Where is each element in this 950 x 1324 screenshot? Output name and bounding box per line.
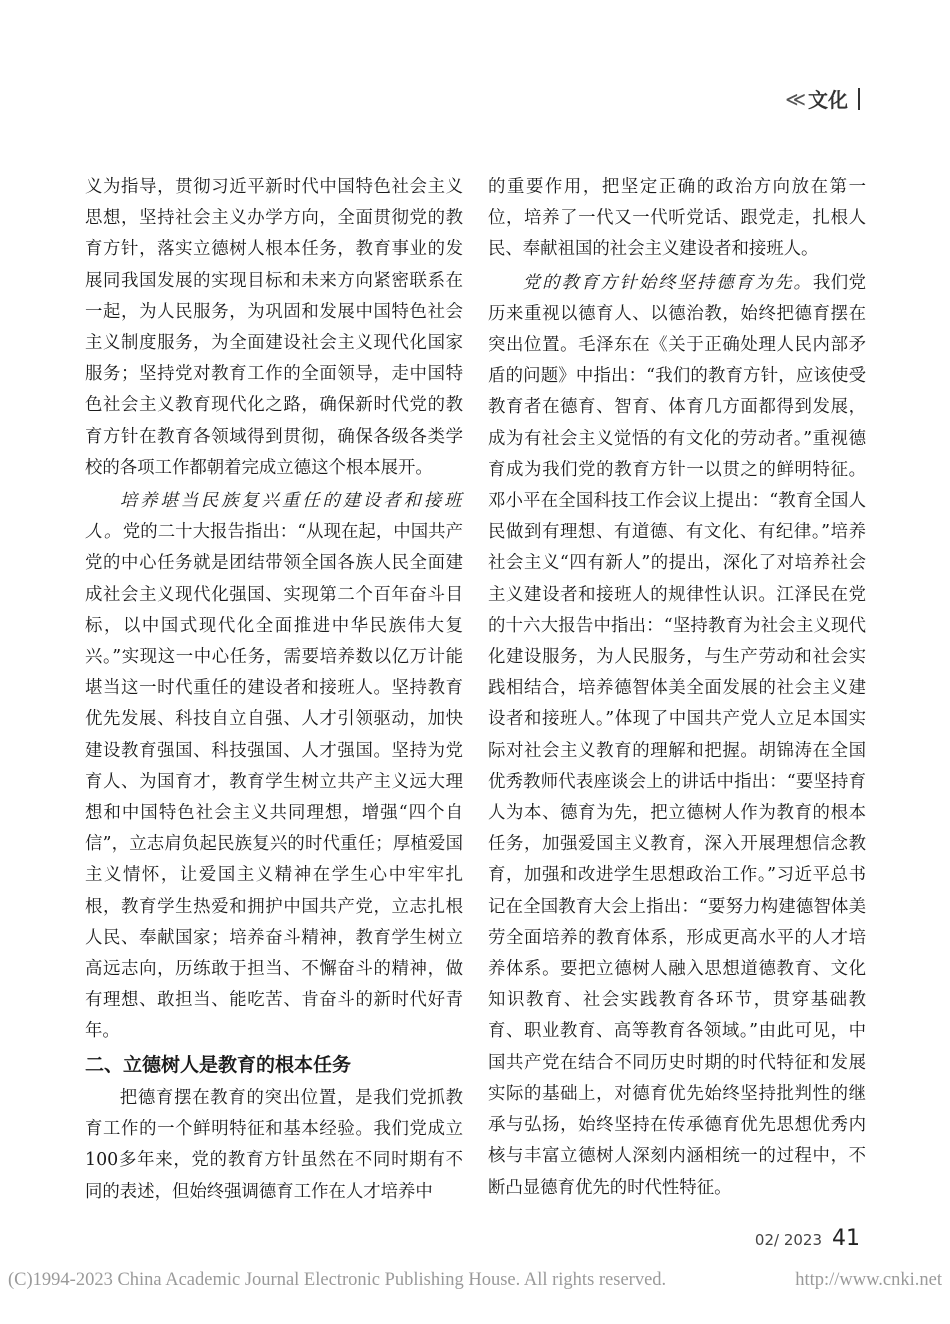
copyright-url[interactable]: http://www.cnki.net bbox=[795, 1270, 942, 1290]
paragraph bbox=[85, 486, 463, 1048]
copyright-text: (C)1994-2023 China Academic Journal Electronic Publishing House. All rights reserved. bbox=[8, 1270, 667, 1290]
paragraph-body: 党的二十大报告指出：“从现在起，中国共产党的中心任务就是团结带领全国各族人民全面建成社会主义现代化强国、实现第二个百年奋斗目标，以中国式现代化全面推进中华民族伟大复兴。”实现这一中心任务，需要培养数以亿万计能堪当这一时代重任的建设者和接班人。坚持教育优先发展、科技自立自强、人才引领驱动，加快建设教育强国、科技强国、人才强国。坚持为党育人、为国育才，教育学生树立共产主义远大理想和中国特色社会主义共同理想，增强“四个自信”，立志肩负起民族复兴的时代重任；厚植爱国主义情怀，让爱国主义精神在学生心中牢牢扎根，教育学生热爱和拥护中国共产党，立志扎根人民、奉献国家；培养奋斗精神，教育学生树立高远志向，历练敢于担当、不懈奋斗的精神，做有理想、敢担当、能吃苦、肯奋斗的新时代好青年。 bbox=[85, 522, 463, 1042]
page-number: 41 bbox=[832, 1226, 860, 1251]
copyright-notice bbox=[8, 1270, 942, 1291]
page-footer bbox=[755, 1226, 860, 1251]
paragraph bbox=[488, 268, 866, 1204]
paragraph-continued: 的重要作用，把坚定正确的政治方向放在第一位，培养了一代又一代听党话、跟党走，扎根人民、奉献祖国的社会主义建设者和接班人。 bbox=[488, 177, 866, 260]
paragraph-lead: 培养堪当民族复兴重任的建设者和接班人。 bbox=[85, 491, 463, 543]
paragraph-lead: 党的教育方针始终坚持德育为先。 bbox=[522, 272, 813, 293]
issue-number: 02/ 2023 bbox=[754, 1231, 822, 1249]
section-title: 文化 bbox=[808, 88, 848, 112]
paragraph-body: 我们党历来重视以德育人、以德治教，始终把德育摆在突出位置。毛泽东在《关于正确处理人民内部矛盾的问题》中指出：“我们的教育方针，应该使受教育者在德育、智育、体育几方面都得到发展，成为有社会主义觉悟的有文化的劳动者。”重视德育成为我们党的教育方针一以贯之的鲜明特征。邓小平在全国科技工作会议上提出：“教育全国人民做到有理想、有道德、有文化、有纪律。”培养社会主义“四有新人”的提出，深化了对培养社会主义建设者和接班人的规律性认识。江泽民在党的十六大报告中指出：“坚持教育为社会主义现代化建设服务，为人民服务，与生产劳动和社会实践相结合，培养德智体美全面发展的社会主义建设者和接班人。”体现了中国共产党人立足本国实际对社会主义教育的理解和把握。胡锦涛在全国优秀教师代表座谈会上的讲话中指出：“要坚持育人为本、德育为先，把立德树人作为教育的根本任务，加强爱国主义教育，深入开展理想信念教育，加强和改进学生思想政治工作。”习近平总书记在全国教育大会上指出：“要努力构建德智体美劳全面培养的教育体系，形成更高水平的人才培养体系。要把立德树人融入思想道德教育、文化知识教育、社会实践教育各环节，贯穿基础教育、职业教育、高等教育各领域。”由此可见，中国共产党在结合不同历史时期的时代特征和发展实际的基础上，对德育优先始终坚持批判性的继承与弘扬，始终坚持在传承德育优先思想优秀内核与丰富立德树人深刻内涵相统一的过程中，不断凸显德育优先的时代性特征。 bbox=[488, 272, 866, 1198]
left-column bbox=[85, 172, 463, 1208]
paragraph-continued: 义为指导，贯彻习近平新时代中国特色社会主义思想，坚持社会主义办学方向，全面贯彻党的教育方针，落实立德树人根本任务，教育事业的发展同我国发展的实现目标和未来方向紧密联系在一起，为人民服务，为巩固和发展中国特色社会主义制度服务，为全面建设社会主义现代化国家服务；坚持党对教育工作的全面领导，走中国特色社会主义教育现代化之路，确保新时代党的教育方针在教育各领域得到贯彻，确保各级各类学校的各项工作都朝着完成立德这个根本展开。 bbox=[85, 177, 463, 478]
section-heading: 二、立德树人是教育的根本任务 bbox=[85, 1053, 352, 1076]
right-column bbox=[488, 172, 866, 1204]
section-tag bbox=[785, 84, 860, 113]
section-divider bbox=[858, 88, 860, 110]
paragraph: 把德育摆在教育的突出位置，是我们党抓教育工作的一个鲜明特征和基本经验。我们党成立100多年来，党的教育方针虽然在不同时期有不同的表述，但始终强调德育工作在人才培养中 bbox=[85, 1087, 463, 1202]
double-chevron-left-icon: ≪ bbox=[785, 86, 804, 111]
